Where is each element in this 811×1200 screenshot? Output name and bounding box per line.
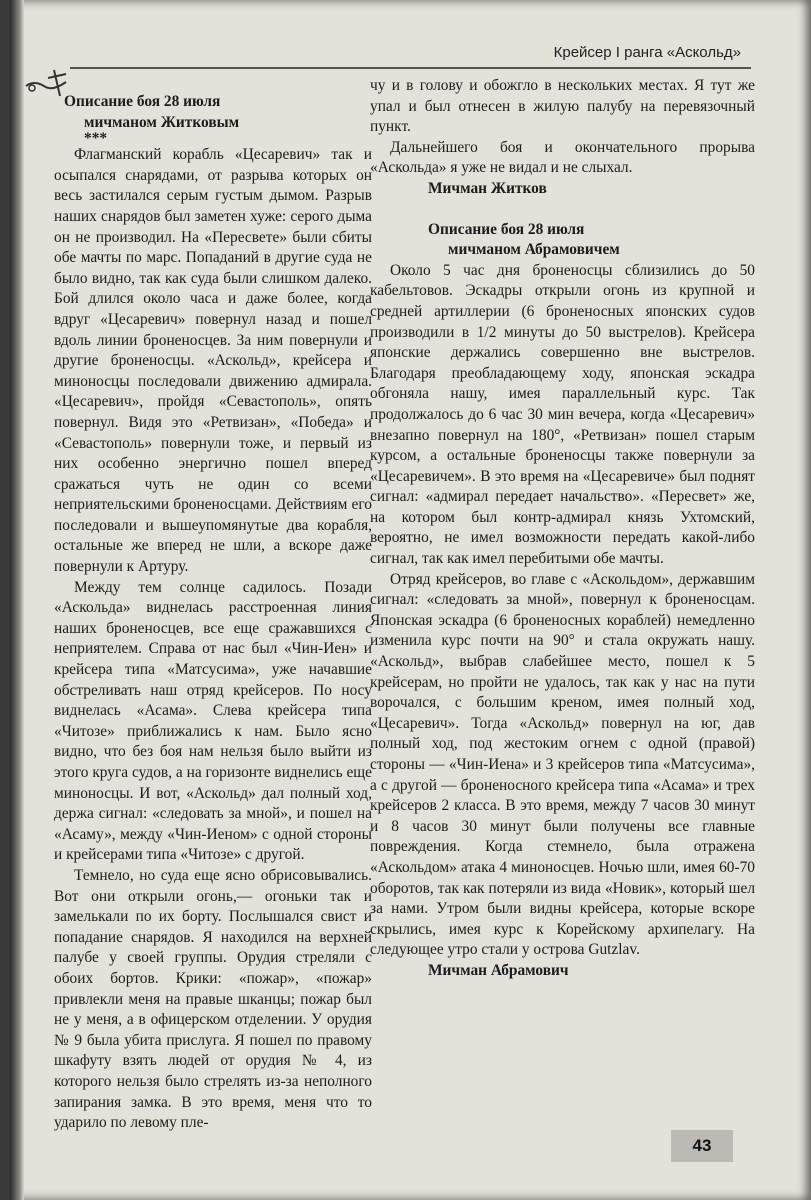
section-heading-abramovich: Описание боя 28 июля мичманом Абрамовичем <box>428 220 620 259</box>
book-spine <box>10 0 24 1200</box>
left-column <box>54 92 372 1134</box>
paragraph: Между тем солнце садилось. Позади «Аскольда» виднелась расстроенная линия наших броненосцев, все еще сражавшихся с неприятелем. Справа от нас был «Чин-Иен» и крейсера типа «Матсусима», уже начавшие обстреливать наш отряд крейсеров. По носу виднелась «Асама». Слева крейсера типа «Читозе» приближались к нам. Было ясно видно, что без боя нам нельзя было выйти из этого круга судов, а на горизонте виднелись еще миноносцы. И вот, «Аскольд» дал полный ход, держа сигнал: «следовать за мной», и пошел на «Асаму», между «Чин-Иеном» с одной стороны и крейсерами типа «Читозе» с другой. <box>54 578 372 864</box>
paragraph-continuation: чу и в голову и обожгло в нескольких местах. Я тут же упал и был отнесен в жилую палубу на перевязочный пункт. <box>370 77 755 136</box>
running-header: Крейсер I ранга «Аскольд» <box>553 44 741 61</box>
signature-abramovich: Мичман Абрамович <box>428 961 569 979</box>
right-column <box>370 76 755 982</box>
paragraph: Флагманский корабль «Цесаревич» так и осыпался снарядами, от разрыва которых он весь застилался серым густым дымом. Разрыв наших снарядов был заметен хуже: серого дыма он не производил. На «Пересвете» были сбиты обе мачты по марс. Попаданий в другие суда не было видно, так как суда были слишком далеко. Бой длился около часа и даже более, когда вдруг «Цесаревич» повернул назад и пошел вдоль линии броненосцев. За ним повернули и другие броненосцы. «Аскольд», крейсера и миноносцы последовали движению адмирала. «Цесаревич», пройдя «Севастополь», опять повернул. Видя это «Ретвизан», «Победа» и «Севастополь» повернули тоже, и первый из них особенно энергично пошел вперед сражаться чуть не один со всеми неприятельскими броненосцами. Действиям его последовали и вышеупомянутые два корабля, остальные же вперед не шли, а вскоре даже повернули к Артуру. <box>54 146 372 576</box>
page-number: 43 <box>671 1130 733 1162</box>
paragraph: Отряд крейсеров, во главе с «Аскольдом», державшим сигнал: «следовать за мной», повернул к броненосцам. Японская эскадра (6 броненосных кораблей) немедленно изменила курс почти на 90° и стала окружать нашу. «Аскольд», выбрав слабейшее место, пошел к 5 крейсерам, но пройти не удалось, так как у нас на пути ворочался, с большим креном, имея полный ход, «Цесаревич». Тогда «Аскольд» повернул на юг, дав полный ход, под жестоким огнем с одной (правой) стороны — «Чин-Иена» и 3 крейсеров типа «Матсусима», а с другой — броненосного крейсера типа «Асама» и трех крейсеров 2 класса. В это время, между 7 часов 30 минут и 8 часов 30 минут были получены все главные повреждения. Когда стемнело, была отражена «Аскольдом» атака 4 миноносцев. Ночью шли, имея 60-70 оборотов, так как потеряли из вида «Новик», который шел за нами. Утром были видны крейсера, которые вскоре скрылись, имея курс к Корейскому архипелагу. На следующее утро стали у острова Gutzlav. <box>370 570 755 959</box>
section-spacer <box>370 200 755 220</box>
section-heading-zhitkov: Описание боя 28 июля мичманом Житковым <box>64 93 240 131</box>
paragraph: Темнело, но суда еще ясно обрисовывались. Вот они открыли огонь,— огоньки так и замелькали по их борту. Послышался свист и попадание снарядов. Я находился на верхней палубе у своей группы. Орудия стреляли с обоих бортов. Крики: «пожар», «пожар» привлекли меня на правые шканцы; пожар был не у меня, а в офицерском отделении. У орудия № 9 была убита прислуга. Я пошел по правому шкафуту взять людей от орудия № 4, из которого нельзя было стрелять из-за неполного запирания замка. В это время, меня что то ударило по левому пле- <box>54 866 372 1132</box>
signature-zhitkov: Мичман Житков <box>428 179 547 197</box>
paragraph: Дальнейшего боя и окончательного прорыва «Аскольда» я уже не видал и не слыхал. <box>370 138 755 177</box>
paragraph: Около 5 час дня броненосцы сблизились до 50 кабельтовов. Эскадры открыли огонь из крупной и средней артиллерии (6 броненосных японских судов производили в 1/2 минуты до 50 выстрелов). Крейсера японские держались совершенно вне выстрелов. Благодаря преобладающему ходу, японская эскадра обгоняла нашу, имея параллельный курс. Так продолжалось до 6 час 30 мин вечера, когда «Цесаревич» внезапно повернул на 180°, «Ретвизан» пошел старым курсом, а остальные броненосцы также повернули за «Цесаревичем». В это время на «Цесаревиче» был поднят сигнал: «адмирал передает начальство». «Пересвет» же, на котором был контр-адмирал князь Ухтомский, вероятно, не имел возможности передать какой-либо сигнал, так как имел перебитыми обе мачты. <box>370 261 755 568</box>
header-rule <box>70 67 751 69</box>
book-page <box>10 0 811 1200</box>
section-stars: *** <box>84 130 108 148</box>
